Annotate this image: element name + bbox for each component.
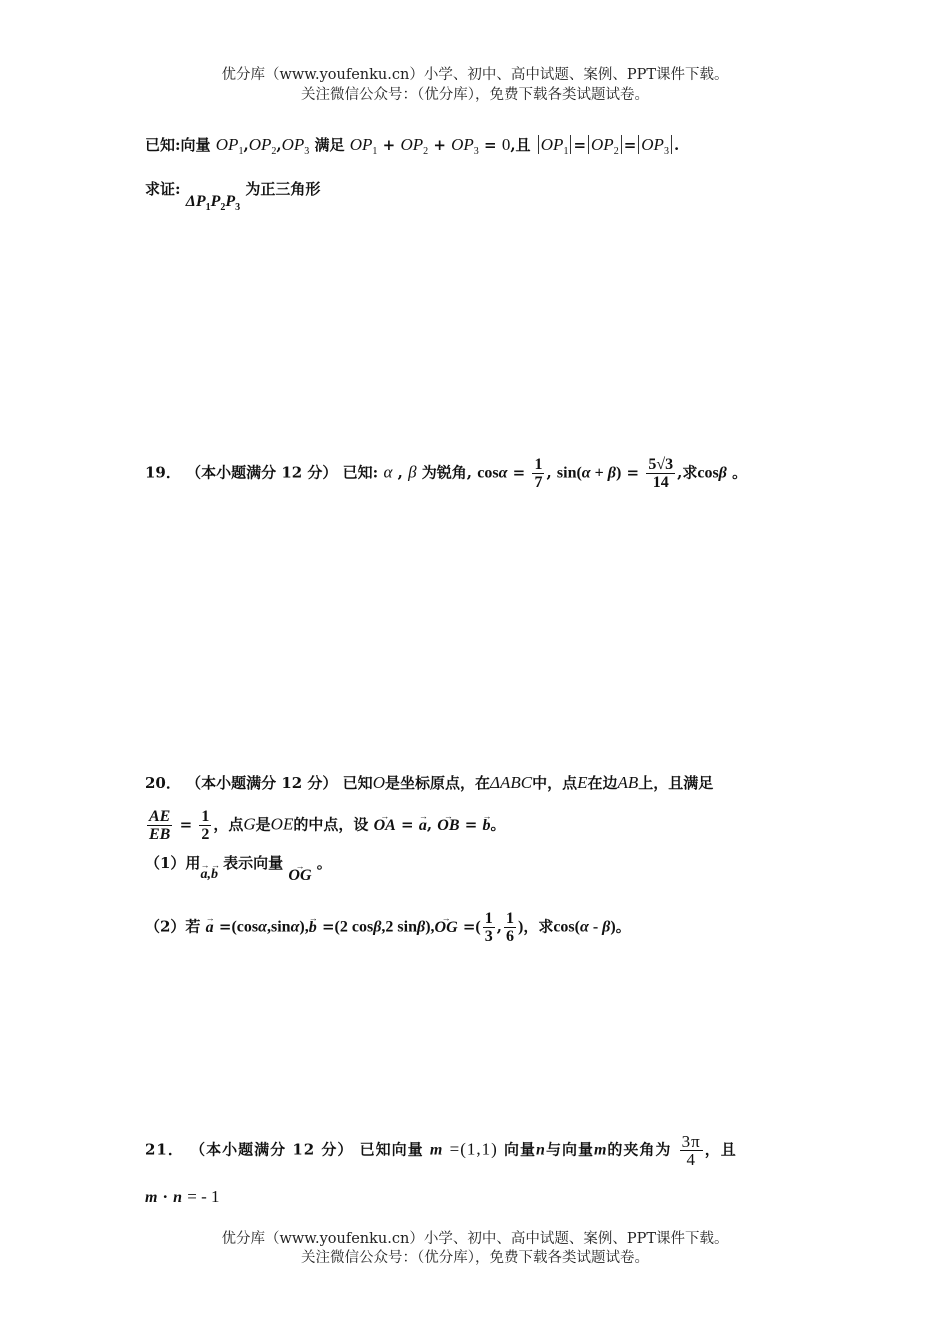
problem-18-prove: 求证: $\Delta P_1P_2P_3$ 为正三角形: [145, 180, 321, 213]
problem-20-question-1: （1）用→ a,→ b 表示向量 → OG 。: [145, 852, 810, 876]
problem-21-number: 21．: [145, 1140, 184, 1159]
ratio-fraction: $\frac{AE}{EB}$: [149, 808, 171, 843]
problem-21-line-1: 21． （本小题满分 12 分） 已知向量 m =(1,1) 向量n与向量m的夹角为 $\frac{3\pi}{4}$ ，且: [145, 1132, 737, 1169]
satisfy-text: 满足: [314, 136, 345, 154]
prove-label: 求证:: [145, 180, 181, 198]
footer-line-2: 关注微信公众号：（优分库），免费下载各类试题试卷。: [301, 1250, 649, 1266]
question-1-label: （1）用: [145, 854, 201, 872]
sin-fraction: $\frac{5√3}{14}$: [648, 456, 674, 491]
known-text: 已知:: [342, 463, 379, 482]
ask-text: ,求: [677, 463, 698, 482]
given-label: 已知:向量: [145, 136, 211, 154]
question-2-label: （2）若: [145, 917, 201, 936]
problem-20-points: （本小题满分 12 分）: [186, 774, 338, 792]
problem-21-points: （本小题满分 12 分）: [190, 1140, 354, 1159]
problem-20-question-2: （2）若 → a =(cosα,sinα),→ b =(2 cosβ,2 sinβ),→ OG =( $\frac{1}{3}$ , $\frac{1}{6}$ )，求cos(α - β)。: [145, 910, 810, 945]
and-text: ,且: [510, 136, 531, 154]
footer-line-1: 优分库（www.youfenku.cn）小学、初中、高中试题、案例、PPT课件下载。: [221, 1231, 729, 1247]
problem-20-number: 20．: [145, 774, 181, 792]
problem-19-number: 19．: [145, 463, 181, 482]
problem-19: 19． （本小题满分 12 分） 已知: α , β 为锐角, cosα = $\frac{1}{7}$ , sin(α + β) = $\frac{5√3}{14}$ ,求cosβ 。: [145, 456, 748, 491]
header-line-1: 优分库（www.youfenku.cn）小学、初中、高中试题、案例、PPT课件下载。: [221, 67, 729, 83]
problem-20-line-1: 20． （本小题满分 12 分） 已知O是坐标原点，在ΔABC中，点E在边AB上，且满足: [145, 773, 714, 792]
problem-19-points: （本小题满分 12 分）: [186, 463, 338, 482]
cos-fraction: $\frac{1}{7}$: [534, 456, 543, 491]
header-line-2: 关注微信公众号：（优分库），免费下载各类试题试卷。: [301, 87, 649, 103]
problem-20-line-2: $\frac{AE}{EB}$ = $\frac{1}{2}$ ，点G是OE的中点，设 → OA = → a, → OB = → b。: [145, 808, 810, 843]
problem-18-given: 已知:向量 $OP_1,OP_2,OP_3$ 满足 $OP_1 + OP_2 + OP_3 = 0$,且 $OP_1 = OP_2 = OP_3$ .: [145, 135, 680, 157]
problem-21-line-2: m · n = - 1: [145, 1187, 220, 1206]
acute-text: 为锐角,: [421, 463, 472, 482]
dot-product-value: = - 1: [187, 1187, 220, 1206]
angle-fraction: $\frac{3\pi}{4}$: [681, 1132, 701, 1169]
conclusion-text: 为正三角形: [245, 180, 321, 198]
